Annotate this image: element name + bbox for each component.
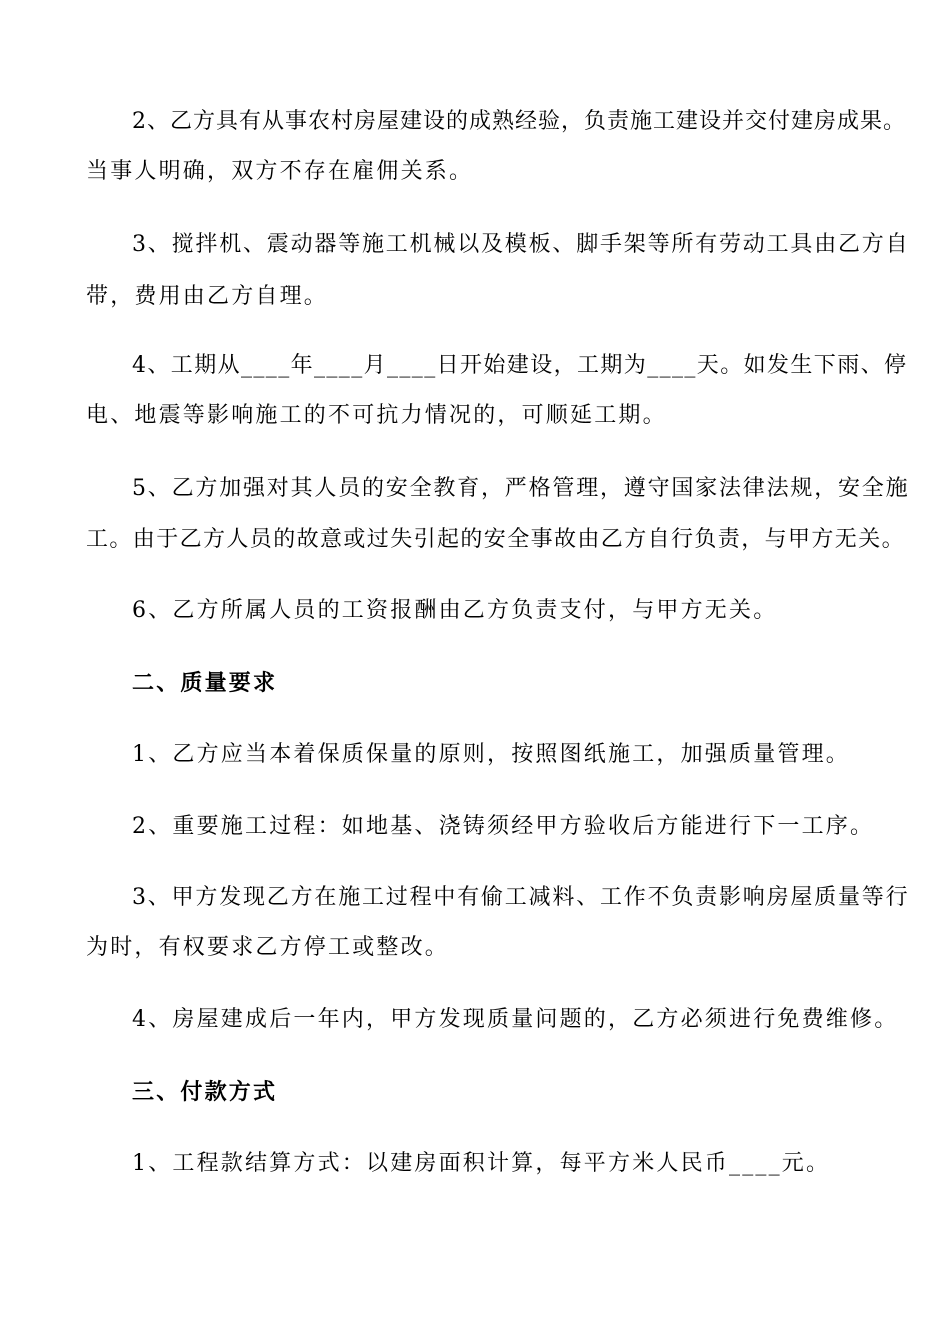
clause-6-line-1: 6、乙方所属人员的工资报酬由乙方负责支付，与甲方无关。 <box>132 598 778 623</box>
quality-4-line-1: 4、房屋建成后一年内，甲方发现质量问题的，乙方必须进行免费维修。 <box>132 1007 899 1032</box>
quality-2-line-1: 2、重要施工过程：如地基、浇铸须经甲方验收后方能进行下一工序。 <box>132 814 875 839</box>
quality-3-line-2: 为时，有权要求乙方停工或整改。 <box>86 935 450 960</box>
clause-4-line-1: 4、工期从____年____月____日开始建设，工期为____天。如发生下雨、停 <box>132 353 908 378</box>
section-heading-payment: 三、付款方式 <box>132 1079 278 1105</box>
section-heading-quality: 二、质量要求 <box>132 670 278 696</box>
clause-4-line-2: 电、地震等影响施工的不可抗力情况的，可顺延工期。 <box>86 403 667 428</box>
clause-3-line-1: 3、搅拌机、震动器等施工机械以及模板、脚手架等所有劳动工具由乙方自 <box>132 232 910 257</box>
clause-2-line-1: 2、乙方具有从事农村房屋建设的成熟经验，负责施工建设并交付建房成果。 <box>132 109 906 134</box>
quality-1-line-1: 1、乙方应当本着保质保量的原则，按照图纸施工，加强质量管理。 <box>132 742 850 767</box>
payment-1-line-1: 1、工程款结算方式：以建房面积计算，每平方米人民币____元。 <box>132 1151 831 1176</box>
clause-2-line-2: 当事人明确，双方不存在雇佣关系。 <box>86 159 474 184</box>
clause-5-line-1: 5、乙方加强对其人员的安全教育，严格管理，遵守国家法律法规，安全施 <box>132 476 910 501</box>
quality-3-line-1: 3、甲方发现乙方在施工过程中有偷工减料、工作不负责影响房屋质量等行 <box>132 885 910 910</box>
clause-3-line-2: 带，费用由乙方自理。 <box>86 284 329 309</box>
clause-5-line-2: 工。由于乙方人员的故意或过失引起的安全事故由乙方自行负责，与甲方无关。 <box>86 527 906 552</box>
